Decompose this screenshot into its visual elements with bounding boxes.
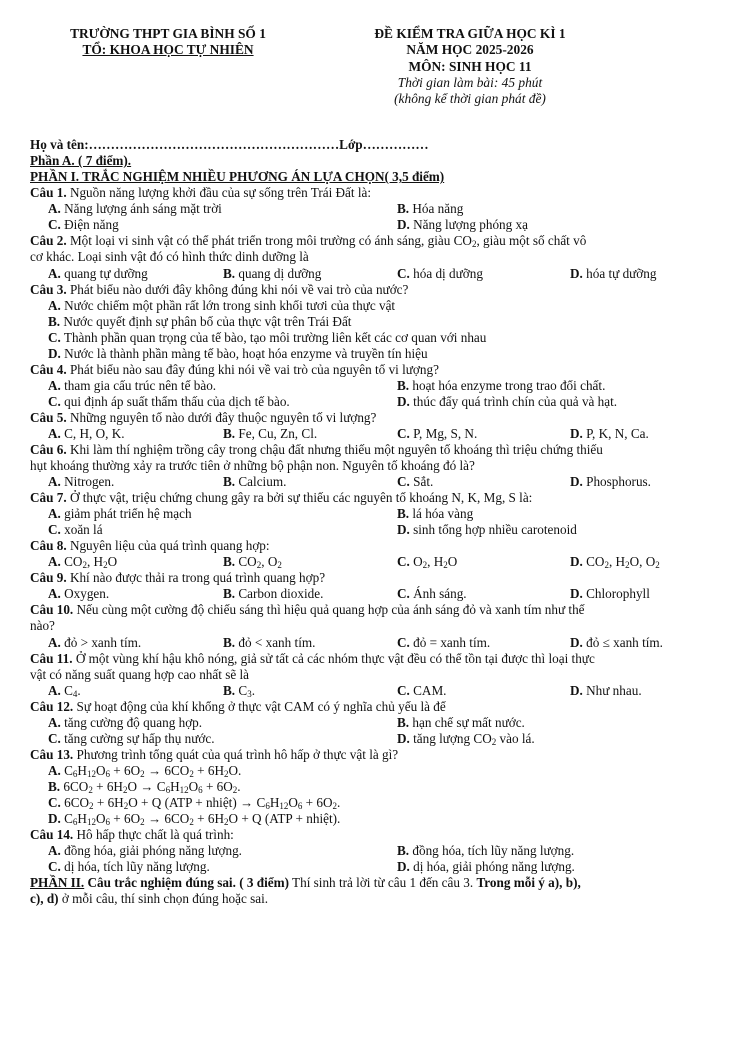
option-d: D. Năng lượng phóng xạ xyxy=(397,217,528,233)
header-left xyxy=(40,26,296,59)
question-6-cont: hụt khoáng thường xảy ra trước tiên ở những bộ phận non. Nguyên tố khoáng đó là? xyxy=(30,457,475,473)
option-a: A. đồng hóa, giải phóng năng lượng. xyxy=(48,842,242,858)
part-a-title: Phần A. ( 7 điểm). xyxy=(30,153,132,169)
option-b: B. $6CO_2 + 6H_2O \to C_6H_{12}O_6 + 6O_2$. xyxy=(48,778,241,795)
question-2: Câu 2. Một loại vi sinh vật có thể phát triển trong môi trường có ánh sáng, giàu $CO_2$, giàu một số chất vô xyxy=(30,233,587,250)
option-a: A. C, H, O, K. xyxy=(48,425,125,441)
option-d: D. sinh tổng hợp nhiều carotenoid xyxy=(397,522,577,538)
option-b: B. Calcium. xyxy=(223,474,287,490)
exam-title: ĐỀ KIỂM TRA GIỮA HỌC KÌ 1 xyxy=(374,26,566,41)
option-a: A. quang tự dưỡng xyxy=(48,265,148,281)
question-8: Câu 8. Nguyên liệu của quá trình quang hợp: xyxy=(30,538,270,554)
question-11-cont: vật có năng suất quang hợp cao nhất sẽ là xyxy=(30,666,250,682)
option-a: A. $C_4$. xyxy=(48,682,81,699)
option-d: D. $CO_2$, $H_2O$, $O_2$ xyxy=(570,554,660,571)
option-b: B. Carbon dioxide. xyxy=(223,586,324,602)
option-c: C. $6CO_2 + 6H_2O + Q$ (ATP + nhiệt) → $C_6H_{12}O_6 + 6O_2$. xyxy=(48,794,341,811)
option-a: A. tăng cường độ quang hợp. xyxy=(48,714,203,730)
option-c: C. Thành phần quan trọng của tế bào, tạo môi trường liên kết các cơ quan với nhau xyxy=(48,329,487,345)
question-number: Câu 1. xyxy=(30,185,67,201)
option-c: C. qui định áp suất thẩm thấu của dịch tế bào. xyxy=(48,393,290,409)
option-c: C. Ánh sáng. xyxy=(397,586,467,602)
question-3: Câu 3. Phát biểu nào dưới đây không đúng khi nói về vai trò của nước? xyxy=(30,281,409,297)
header-right xyxy=(325,26,615,108)
option-d: D. Phosphorus. xyxy=(570,474,651,490)
question-7: Câu 7. Ở thực vật, triệu chứng chung gây ra bởi sự thiếu các nguyên tố khoáng N, K, Mg, S là: xyxy=(30,490,533,506)
school-year: NĂM HỌC 2025-2026 xyxy=(406,42,534,58)
exam-body xyxy=(30,137,720,907)
option-c: C. $O_2$, $H_2O$ xyxy=(397,554,458,571)
option-d: D. hóa tự dưỡng xyxy=(570,265,657,281)
exam-time: Thời gian làm bài: 45 phút xyxy=(397,75,543,91)
option-c: C. xoăn lá xyxy=(48,522,103,538)
exam-time-note: (không kể thời gian phát đề) xyxy=(394,91,546,107)
option-a: A. $CO_2$, $H_2O$ xyxy=(48,554,118,571)
option-d: D. tăng lượng $CO_2$ vào lá. xyxy=(397,730,535,747)
option-c: C. đỏ = xanh tím. xyxy=(397,634,491,650)
section-1-title: PHẦN I. TRẮC NGHIỆM NHIỀU PHƯƠNG ÁN LỰA CHỌN( 3,5 điểm) xyxy=(30,169,445,185)
option-c: C. Điện năng xyxy=(48,217,119,233)
section-2-header-cont: c), d) ở mỗi câu, thí sinh chọn đúng hoặc sai. xyxy=(30,891,269,907)
option-d: D. dị hóa, giải phóng năng lượng. xyxy=(397,858,575,874)
student-info-line: Họ và tên:…………………………………………………Lớp…………… xyxy=(30,137,429,152)
option-a: A. tham gia cấu trúc nên tế bào. xyxy=(48,377,217,393)
option-d: D. thúc đẩy quá trình chín của quả và hạt. xyxy=(397,393,618,409)
option-b: B. Hóa năng xyxy=(397,201,464,217)
department-name: TỔ: KHOA HỌC TỰ NHIÊN xyxy=(82,42,254,58)
question-14: Câu 14. Hô hấp thực chất là quá trình: xyxy=(30,826,234,842)
option-a: A. giảm phát triển hệ mạch xyxy=(48,506,192,522)
option-a: A. Nitrogen. xyxy=(48,474,115,490)
option-b: B. Fe, Cu, Zn, Cl. xyxy=(223,425,318,441)
option-b: B. quang dị dưỡng xyxy=(223,265,322,281)
question-10-cont: nào? xyxy=(30,618,55,634)
question-10: Câu 10. Nếu cùng một cường độ chiếu sáng thì hiệu quả quang hợp của ánh sáng đỏ và xanh tím như thế xyxy=(30,602,585,618)
subject: MÔN: SINH HỌC 11 xyxy=(408,58,532,74)
option-c: C. P, Mg, S, N. xyxy=(397,425,478,441)
question-9: Câu 9. Khí nào được thải ra trong quá trình quang hợp? xyxy=(30,570,326,586)
option-a: A. $C_6H_{12}O_6 + 6O_2 \to 6CO_2 + 6H_2O$. xyxy=(48,762,242,779)
question-2-cont: cơ khác. Loại sinh vật đó có hình thức dinh dưỡng là xyxy=(30,249,309,265)
option-b: B. lá hóa vàng xyxy=(397,506,474,522)
option-b: B. Nước quyết định sự phân bố của thực vật trên Trái Đất xyxy=(48,313,352,329)
option-b: B. $CO_2$, $O_2$ xyxy=(223,554,282,571)
question-6: Câu 6. Khi làm thí nghiệm trồng cây trong chậu đất nhưng thiếu một nguyên tố khoáng thì triệu chứng thiếu xyxy=(30,441,603,457)
question-5: Câu 5. Những nguyên tố nào dưới đây thuộc nguyên tố vi lượng? xyxy=(30,409,377,425)
question-4: Câu 4. Phát biểu nào sau đây đúng khi nói về vai trò của nguyên tố vi lượng? xyxy=(30,361,439,377)
option-b: B. $C_3$. xyxy=(223,682,255,699)
option-d: D. $C_6H_{12}O_6 + 6O_2 \to 6CO_2 + 6H_2O + Q$ (ATP + nhiệt). xyxy=(48,810,341,827)
question-12: Câu 12. Sự hoạt động của khí khổng ở thực vật CAM có ý nghĩa chủ yếu là để xyxy=(30,698,446,714)
option-d: D. P, K, N, Ca. xyxy=(570,425,649,441)
option-c: C. hóa dị dưỡng xyxy=(397,265,483,281)
option-c: C. CAM. xyxy=(397,682,447,698)
option-c: C. tăng cường sự hấp thụ nước. xyxy=(48,730,215,746)
option-b: B. hạn chế sự mất nước. xyxy=(397,714,525,730)
option-d: D. Nước là thành phần màng tế bào, hoạt hóa enzyme và truyền tín hiệu xyxy=(48,345,428,361)
option-a: A. Nước chiếm một phần rất lớn trong sinh khối tươi của thực vật xyxy=(48,297,396,313)
option-a: A. Oxygen. xyxy=(48,586,110,602)
option-a: A. đỏ > xanh tím. xyxy=(48,634,142,650)
section-2-header: PHẦN II. Câu trắc nghiệm đúng sai. ( 3 điểm) Thí sinh trả lời từ câu 1 đến câu 3. Trong mỗi ý a), b), xyxy=(30,874,581,890)
question-11: Câu 11. Ở một vùng khí hậu khô nóng, giả sử tất cả các nhóm thực vật đều có thể tồn tại được thì loại thực xyxy=(30,650,595,666)
option-d: D. Như nhau. xyxy=(570,682,642,698)
option-b: B. đồng hóa, tích lũy năng lượng. xyxy=(397,842,575,858)
question-1 xyxy=(30,185,720,201)
question-text: Nguồn năng lượng khởi đầu của sự sống trên Trái Đất là: xyxy=(66,185,372,201)
question-13: Câu 13. Phương trình tổng quát của quá trình hô hấp ở thực vật là gì? xyxy=(30,746,399,762)
option-b: B. hoạt hóa enzyme trong trao đổi chất. xyxy=(397,377,606,393)
option-c: C. Sắt. xyxy=(397,474,434,490)
option-d: D. đỏ ≤ xanh tím. xyxy=(570,634,663,650)
option-a: A. Năng lượng ánh sáng mặt trời xyxy=(48,201,222,217)
option-b: B. đỏ < xanh tím. xyxy=(223,634,316,650)
school-name: TRƯỜNG THPT GIA BÌNH SỐ 1 xyxy=(70,26,266,41)
option-c: C. dị hóa, tích lũy năng lượng. xyxy=(48,858,210,874)
option-d: D. Chlorophyll xyxy=(570,586,650,602)
